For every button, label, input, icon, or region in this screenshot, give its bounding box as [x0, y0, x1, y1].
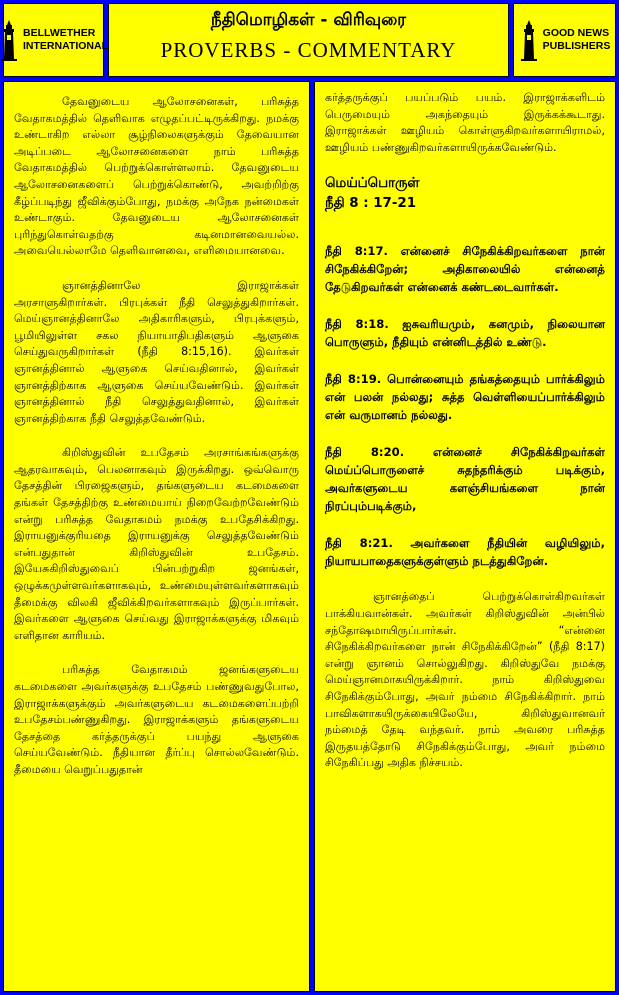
good-news-logo — [513, 3, 616, 77]
logo-line-1: BELLWETHER — [23, 27, 96, 39]
paragraph: ஞானத்தினாலே இராஜாக்கள் அரசாளுகிறார்கள். பிரபுக்கள் நீதி செலுத்துகிறார்கள். மெய்ஞானத்தினாலே அதிகாரிகளும், பிரபுக்களும், பூமியிலுள்ள சகல நியாயாதிபதிகளும் ஆளுகை செய்துவருகிறார்கள் (நீதி 8:15,16). இவர்கள் ஞானத்தினால் ஆளுகை செய்வதினால், இவர்கள் ஞானத்திற்காக ஆளுகை செய்யவேண்டும். இவர்கள் ஞானத்தினால் நீதி செலுத்துவதினால், இவர்கள் ஞானத்திற்காக நீதி செலுத்தவேண்டும். — [14, 278, 299, 425]
verse: நீதி 8:17. என்னைச் சிநேகிக்கிறவர்களை நான் சிநேகிக்கிறேன்; அதிகாலையில் என்னைத் தேடுகிறவர்கள் என்னைக் கண்டடைவார்கள். — [325, 244, 605, 295]
paragraph: கிறிஸ்துவின் உபதேசம் அரசாங்கங்களுக்கு ஆதரவாகவும், பெலனாகவும் இருக்கிறது. ஒவ்வொரு தேசத்தின் பிரஜைகளும், தங்களுடைய கடமைகளை தங்கள் தேசத்திற்கு உண்மையாய் நிறைவேற்றவேண்டும் என்று பரிசுத்த வேதாகமம் நமக்கு உபதேசிக்கிறது. இராயனுக்குரியதை இராயனுக்கு செலுத்தவேண்டும் என்பதுதான் கிறிஸ்துவின் உபதேசம். இயேசுகிறிஸ்துவைப் பின்பற்றுகிற ஜனங்கள், ஒழுக்கமுள்ளவர்களாகவும், உண்மையுள்ளவர்களாகவும் தீமைக்கு விலகி ஜீவிக்கிறவர்களாகவும் இருப்பார்கள். இவர்களை ஆளுகை செய்வது இராஜாக்களுக்கு மிகவும் எளிதான காரியம். — [14, 446, 299, 642]
right-column — [314, 81, 616, 992]
page-title-tamil: நீதிமொழிகள் - விரிவுரை — [210, 10, 407, 30]
logo-line-1: GOOD NEWS — [542, 27, 610, 39]
verse: நீதி 8:19. பொன்னையும் தங்கத்தையும் பார்க்கிலும் என் பலன் நல்லது; சுத்த வெள்ளியைப்பார்க்கிலும் என் வருமானம் நல்லது. — [325, 372, 605, 423]
bell-tower-logo-icon — [0, 19, 19, 61]
verse: நீதி 8:20. என்னைச் சிநேகிக்கிறவர்கள் மெய்ப்பொருளைச் சுதந்தரிக்கும் படிக்கும், அவர்களுடைய களஞ்சியங்களை நான் நிரப்பும்படிக்கும், — [325, 445, 605, 514]
paragraph: கர்த்தருக்குப் பயப்படும் பயம். இராஜாக்களிடம் பெருமையும் அகந்தையும் இருக்கக்கூடாது. இராஜாக்கள் ஊழியம் கொள்ளுகிறவர்களாயிராமல், ஊழியம் பண்ணுகிறவர்களாயிருக்கவேண்டும். — [325, 91, 605, 154]
section-heading — [325, 174, 605, 214]
logo-line-2: INTERNATIONAL — [23, 40, 108, 52]
bellwether-logo — [3, 3, 108, 77]
paragraph: தேவனுடைய ஆலோசனைகள், பரிசுத்த வேதாகமத்தில் தெளிவாக எழுதப்பட்டிருக்கிறது. நமக்கு உண்டாகிற எல்லா சூழ்நிலைகளுக்கும் தேவையான அடிப்படை ஆலோசனைகளை நாம் பரிசுத்த வேதாகமத்தில் பெற்றுக்கொள்ளலாம். தேவனுடைய ஆலோசனைகளைப் பெற்றுக்கொண்டு, அவற்றிற்கு கீழ்ப்படிந்து ஜீவிக்கும்போது, நமக்கு அநேக நன்மைகள் உண்டாகும். தேவனுடைய ஆலோசனைகள் புரிந்துகொள்வதற்கு கடினமானவையல்ல. அவையெல்லாமே தெளிவானவை, எளிமையானவை. — [14, 95, 299, 258]
page-title-english: PROVERBS - COMMENTARY — [160, 38, 457, 62]
section-title: மெய்ப்பொருள் — [325, 176, 420, 192]
verse: நீதி 8:18. ஐசுவரியமும், கனமும், நிலையான பொருளும், நீதியும் என்னிடத்தில் உண்டு. — [325, 317, 605, 350]
section-reference: நீதி 8 : 17-21 — [325, 196, 417, 212]
paragraph: ஞானத்தைப் பெற்றுக்கொள்கிறவர்கள் பாக்கியவான்கள். அவர்கள் கிறிஸ்துவின் அன்பில் சந்தோஷமாயிருப்பார்கள். “என்னை சிநேகிக்கிறவர்களை நான் சிநேகிக்கிறேன்” (நீதி 8:17) என்று ஞானம் சொல்லுகிறது. கிறிஸ்துவே நமக்கு மெய்ஞானமாகயிருக்கிறார். நாம் கிறிஸ்துவை சிநேகிக்கும்போது, அவர் நம்மை சிநேகிக்கிறார். நாம் பாவிகளாகயிருக்கையிலேயே, கிறிஸ்துவானவர் நம்மைத் தேடி வந்தவர். நாம் அவரை பரிசுத்த இருதயத்தோடு சிநேகிக்கும்போது, அவர் நம்மை சிநேகிப்பது அதிக நிச்சயம். — [325, 590, 605, 770]
left-column — [3, 81, 310, 992]
title-panel — [108, 3, 509, 77]
verse: நீதி 8:21. அவர்களை நீதியின் வழியிலும், நியாயபாதைகளுக்குள்ளும் நடத்துகிறேன். — [325, 536, 605, 569]
bell-tower-logo-icon — [519, 19, 539, 61]
logo-line-2: PUBLISHERS — [542, 40, 611, 52]
paragraph: பரிசுத்த வேதாகமம் ஜனங்களுடைய கடமைகளை அவர்களுக்கு உபதேசம் பண்ணுவதுபோல, இராஜாக்களுக்கும் அவர்களுடைய கடமைகளைப்பற்றி உபதேசம்பண்ணுகிறது. இராஜாக்களும் தங்களுடைய தேசத்தை கர்த்தருக்குப் பயந்து ஆளுகை செய்யவேண்டும். நீதியான தீர்ப்பு சொல்லவேண்டும். தீமையை வெறுப்பதுதான் — [14, 663, 299, 776]
